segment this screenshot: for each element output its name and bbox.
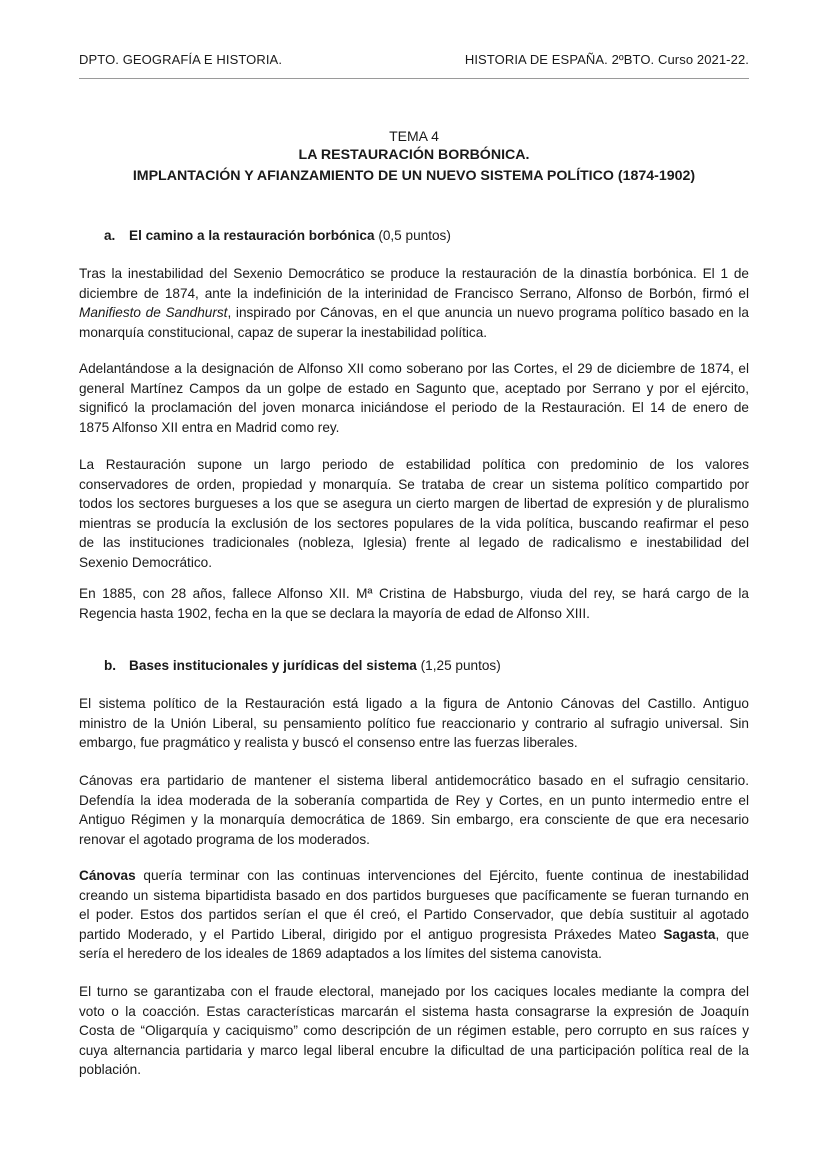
text-line: creando un sistema bipartidista basado en dos partidos burgueses que pacíficamente se fueran turnando en: [79, 887, 749, 903]
manifesto-title: Manifiesto de Sandhurst: [79, 305, 228, 320]
paragraph-3: [79, 455, 749, 572]
section-b-heading: [104, 657, 501, 675]
section-title: El camino a la restauración borbónica: [129, 228, 375, 243]
text-line: población.: [79, 1062, 141, 1077]
text-line: significó la proclamación del joven monarca iniciándose el periodo de la Restauración. El 14 de enero de: [79, 400, 749, 415]
text-line: renovar el agotado programa de los moderados.: [79, 831, 370, 847]
title-block: [79, 127, 749, 187]
text-line: mientras se producía la exclusión de los sectores populares de la vida política, buscando reafirmar el peso: [79, 515, 749, 531]
section-letter: b.: [104, 658, 117, 673]
subtitle: IMPLANTACIÓN Y AFIANZAMIENTO DE UN NUEVO SISTEMA POLÍTICO (1874-1902): [132, 168, 696, 184]
sagasta-name: Sagasta: [663, 926, 716, 942]
text-line: de las instituciones tradicionales (nobleza, Iglesia) frente al legado de radicalismo e inestabilidad del: [79, 535, 749, 550]
header-course: HISTORIA DE ESPAÑA. 2ºBTO. Curso 2021-22.: [464, 52, 749, 67]
text-line: Cánovas era partidario de mantener el sistema liberal antidemocrático basado en el sufragio censitario.: [79, 773, 749, 788]
text-line: Sexenio Democrático.: [79, 554, 212, 570]
section-a-heading: [104, 227, 451, 245]
paragraph-6: [79, 771, 749, 849]
text-line: El sistema político de la Restauración está ligado a la figura de Antonio Cánovas del Castillo. Antiguo: [79, 696, 749, 711]
text-line: Regencia hasta 1902, fecha en la que se declara la mayoría de edad de Alfonso XIII.: [79, 605, 590, 621]
text-line: Cánovas quería terminar con las continuas intervenciones del Ejército, fuente continua de inestabilidad: [79, 868, 749, 883]
paragraph-4: [79, 584, 749, 623]
text-line: cuya alternancia partidaria y marco legal liberal encubre la dificultad de una participación política real de la: [79, 1042, 749, 1058]
tema-label: TEMA 4: [389, 128, 439, 144]
paragraph-2: [79, 359, 749, 437]
text-line: Tras la inestabilidad del Sexenio Democrático se produce la restauración de la dinastía borbónica. El 1 de: [79, 266, 749, 281]
paragraph-8: [79, 982, 749, 1080]
text-line: ministro de la Unión Liberal, su pensamiento político fue reaccionario y contrario al sufragio universal. Sin: [79, 715, 749, 731]
text-line: conservadores de orden, propiedad y monarquía. Se trataba de crear un sistema político compartido por: [79, 476, 749, 492]
text-line: Defendía la idea moderada de la soberanía compartida de Rey y Cortes, en un punto intermedio entre el: [79, 792, 749, 808]
text-line: El turno se garantizaba con el fraude electoral, manejado por los caciques locales mediante la compra del: [79, 984, 749, 999]
text-line: En 1885, con 28 años, fallece Alfonso XII. Mª Cristina de Habsburgo, viuda del rey, se hará cargo de la: [79, 586, 749, 601]
section-letter: a.: [104, 228, 116, 243]
section-title: Bases institucionales y jurídicas del sistema: [129, 658, 417, 673]
canovas-name: Cánovas: [79, 868, 136, 883]
text-line: Antiguo Régimen y la monarquía democrática de 1869. Sin embargo, era consciente de que era necesario: [79, 812, 749, 827]
section-points: (0,5 puntos): [378, 228, 451, 243]
main-title: LA RESTAURACIÓN BORBÓNICA.: [298, 147, 530, 163]
text-line: Manifiesto de Sandhurst, inspirado por Cánovas, en el que anuncia un nuevo programa político basado en la: [79, 305, 749, 320]
text-line: general Martínez Campos da un golpe de estado en Sagunto que, aceptado por Serrano y por el ejército,: [79, 380, 749, 396]
text-line: Costa de “Oligarquía y caciquismo” como descripción de un régimen estable, pero corrupto en sus raíces y: [79, 1023, 749, 1038]
section-points: (1,25 puntos): [420, 658, 501, 673]
text-line: sería el heredero de los ideales de 1869 adaptados a los límites del sistema canovista.: [79, 946, 602, 961]
text-line: 1875 Alfonso XII entra en Madrid como rey.: [79, 419, 340, 435]
text-line: embargo, fue pragmático y realista y buscó el consenso entre las fuerzas liberales.: [79, 735, 578, 750]
text-line: La Restauración supone un largo periodo de estabilidad política con predominio de los valores: [79, 457, 749, 472]
header-divider: [79, 78, 749, 79]
paragraph-7: [79, 866, 749, 964]
text-line: voto o la coacción. Estas características marcarán el sistema hasta consagrarse la expresión de Joaquín: [79, 1003, 749, 1019]
paragraph-5: [79, 694, 749, 753]
header-department: DPTO. GEOGRAFÍA E HISTORIA.: [79, 52, 283, 67]
text-line: partido Moderado, y el Partido Liberal, dirigido por el antiguo progresista Práxedes Mateo Sagasta, que: [79, 926, 750, 942]
text-line: todos los sectores burgueses a los que se asegura un cierto margen de libertad de expresión y de pluralismo: [79, 496, 749, 511]
text-line: monarquía constitucional, capaz de superar la inestabilidad política.: [79, 324, 488, 340]
text-line: Adelantándose a la designación de Alfonso XII como soberano por las Cortes, el 29 de diciembre de 1874, el: [79, 361, 749, 376]
paragraph-1: [79, 264, 749, 342]
text-line: diciembre de 1874, ante la indefinición de la interinidad de Francisco Serrano, Alfonso de Borbón, firmó el: [79, 285, 749, 301]
text-line: el poder. Estos dos partidos serían el que él creó, el Partido Conservador, que debía sustituir al agotado: [79, 907, 749, 922]
